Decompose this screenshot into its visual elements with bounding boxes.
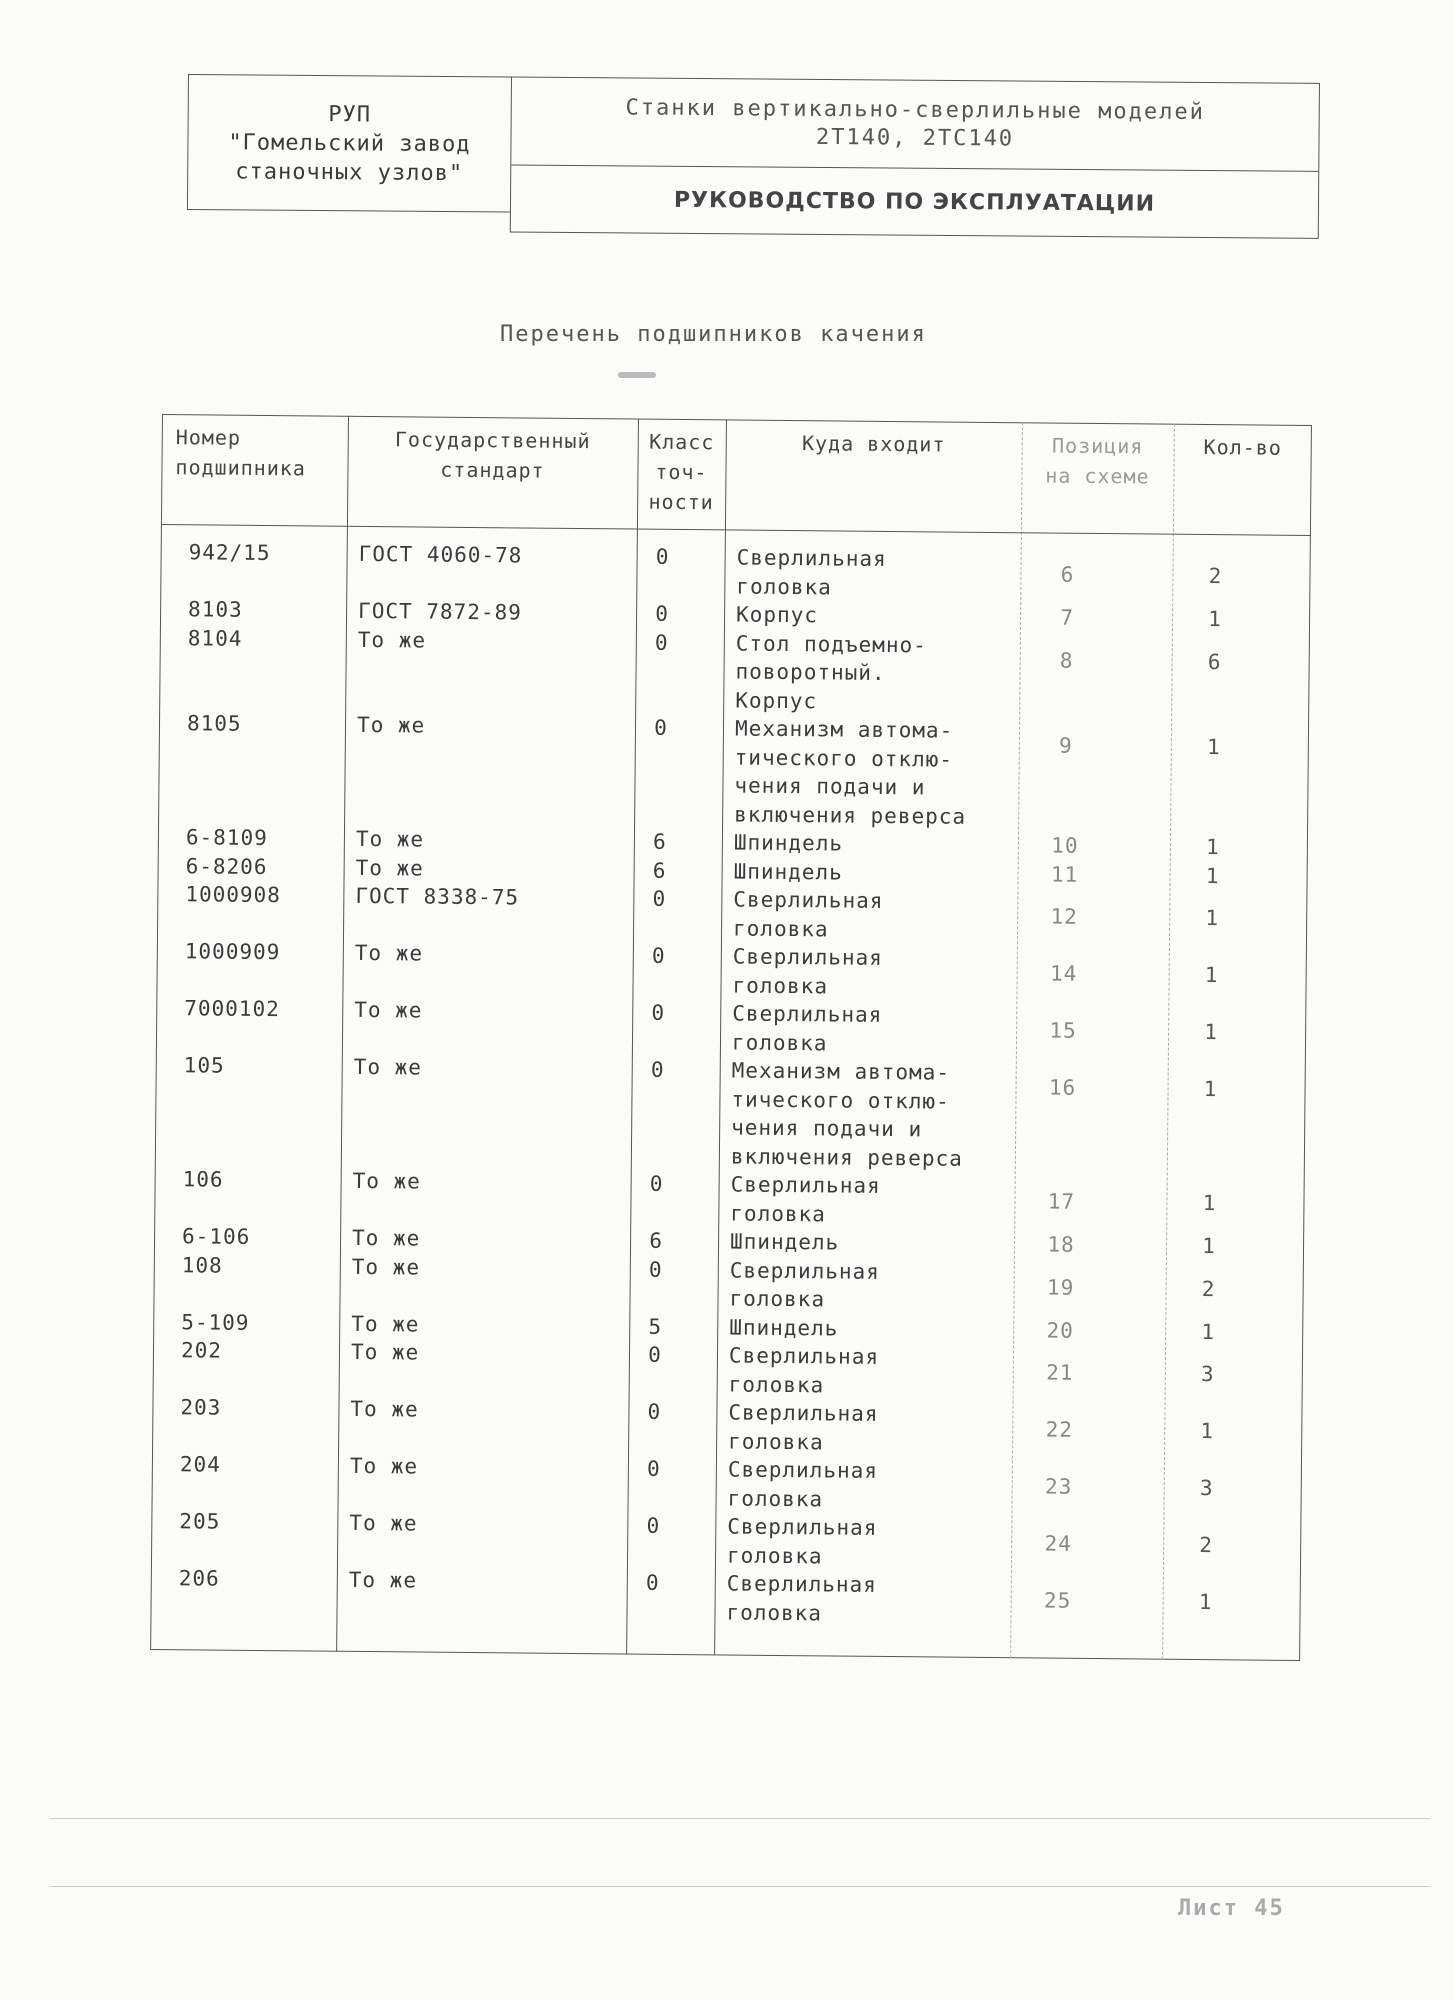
- precision-class: 0: [645, 1570, 660, 1595]
- precision-class: 5: [648, 1314, 663, 1339]
- header-standard: [347, 424, 638, 487]
- standard-cell: То же: [354, 940, 424, 966]
- scheme-position: 6: [1060, 562, 1075, 588]
- quantity: 1: [1205, 835, 1220, 860]
- organization-block: [187, 74, 511, 213]
- bearing-number: 6-8109: [185, 825, 268, 851]
- sheet-number: Лист 45: [1178, 1896, 1285, 1921]
- precision-class: 0: [652, 886, 667, 911]
- precision-class: 6: [649, 1228, 664, 1253]
- location-line: головка: [726, 1599, 823, 1625]
- org-line: станочных узлов": [235, 158, 464, 186]
- header-text: Номер: [175, 425, 242, 450]
- scheme-position: 8: [1059, 648, 1074, 673]
- quantity: 1: [1208, 607, 1223, 632]
- header-text: Класс: [649, 429, 715, 455]
- bearing-number: 108: [181, 1252, 223, 1278]
- location-line: Шпиндель: [733, 859, 843, 885]
- scheme-position: 19: [1046, 1275, 1075, 1300]
- standard-cell: То же: [357, 627, 427, 653]
- quantity: 1: [1204, 963, 1219, 988]
- standard-cell: То же: [355, 826, 425, 852]
- standard-cell: ГОСТ 4060-78: [358, 541, 523, 568]
- bearing-number: 206: [178, 1566, 220, 1591]
- header-text: точ-: [655, 459, 708, 485]
- header-position: [1021, 430, 1174, 491]
- precision-class: 0: [654, 715, 668, 740]
- location-line: Сверлильная: [728, 1400, 879, 1426]
- quantity: 1: [1202, 1191, 1217, 1216]
- location-line: Сверлильная: [726, 1571, 877, 1597]
- location-line: головка: [728, 1371, 825, 1397]
- header-class: [637, 427, 726, 518]
- location-line: поворотный.: [735, 659, 886, 685]
- scheme-position: 21: [1046, 1360, 1074, 1386]
- bearing-number: 6-8206: [185, 853, 268, 879]
- standard-cell: То же: [351, 1225, 421, 1251]
- document-header: [187, 74, 1320, 239]
- scheme-position: 15: [1049, 1018, 1077, 1044]
- org-line: "Гомельский завод: [228, 129, 471, 157]
- precision-class: 0: [655, 601, 670, 626]
- quantity: 1: [1204, 1020, 1219, 1045]
- standard-cell: То же: [356, 712, 426, 738]
- quantity: 1: [1203, 1077, 1218, 1102]
- location-line: Сверлильная: [732, 1001, 883, 1027]
- scheme-position: 20: [1046, 1318, 1075, 1343]
- location-line: Шпиндель: [733, 830, 844, 856]
- page-rule: [50, 1886, 1430, 1887]
- bearing-number: 204: [179, 1452, 221, 1477]
- header-text: на схеме: [1045, 463, 1150, 489]
- quantity: 1: [1201, 1319, 1216, 1344]
- precision-class: 0: [654, 630, 669, 655]
- location-line: Шпиндель: [729, 1229, 840, 1255]
- header-qty: [1174, 432, 1312, 463]
- location-line: головка: [726, 1542, 823, 1568]
- location-line: Сверлильная: [733, 887, 884, 913]
- precision-class: 0: [648, 1257, 663, 1282]
- standard-cell: То же: [351, 1311, 420, 1337]
- bearing-number: 6-106: [181, 1224, 251, 1249]
- precision-class: 0: [650, 1057, 665, 1082]
- location-line: Шпиндель: [729, 1314, 839, 1341]
- page-rule: [50, 1818, 1430, 1819]
- header-where: [726, 427, 1022, 460]
- quantity: 1: [1205, 863, 1220, 888]
- header-text: стандарт: [440, 457, 545, 483]
- location-line: тического отклю-: [734, 745, 954, 772]
- scheme-position: 14: [1049, 961, 1078, 987]
- location-line: головка: [731, 1030, 828, 1055]
- location-line: чения подачи и: [734, 773, 926, 800]
- quantity: 1: [1202, 1234, 1217, 1259]
- location-line: Механизм автома-: [734, 716, 954, 743]
- scheme-position: 12: [1050, 904, 1078, 930]
- standard-cell: То же: [349, 1510, 418, 1536]
- product-line: 2Т140, 2ТС140: [815, 124, 1015, 151]
- quantity: 3: [1200, 1362, 1215, 1387]
- quantity: 2: [1199, 1533, 1214, 1558]
- standard-cell: То же: [355, 855, 424, 881]
- bearing-number: 942/15: [188, 540, 271, 566]
- scheme-position: 10: [1051, 833, 1079, 858]
- precision-class: 0: [655, 544, 670, 569]
- standard-cell: То же: [350, 1339, 420, 1365]
- page-title: Перечень подшипников качения: [500, 322, 927, 347]
- scheme-position: 7: [1060, 605, 1075, 630]
- quantity: 3: [1199, 1476, 1214, 1501]
- location-line: Сверлильная: [728, 1343, 880, 1369]
- scheme-position: 25: [1043, 1588, 1072, 1614]
- quantity: 1: [1198, 1590, 1213, 1615]
- quantity: 6: [1207, 649, 1222, 674]
- header-text: подшипника: [175, 455, 307, 481]
- scheme-position: 9: [1058, 733, 1073, 759]
- header-text: Кол-во: [1203, 435, 1282, 460]
- standard-cell: ГОСТ 7872-89: [358, 598, 522, 625]
- scheme-position: 16: [1048, 1075, 1077, 1101]
- standard-cell: То же: [351, 1254, 421, 1280]
- org-line: РУП: [328, 101, 372, 127]
- location-line: Механизм автома-: [731, 1058, 951, 1085]
- product-block: [510, 77, 1320, 239]
- standard-cell: То же: [349, 1453, 419, 1479]
- bearing-number: 203: [180, 1395, 222, 1420]
- precision-class: 6: [652, 829, 667, 854]
- location-line: головка: [728, 1428, 824, 1454]
- standard-cell: То же: [354, 997, 423, 1023]
- location-line: чения подачи и: [731, 1115, 923, 1142]
- location-line: Корпус: [735, 688, 818, 713]
- bearing-number: 7000102: [184, 996, 280, 1022]
- standard-cell: ГОСТ 8338-75: [355, 883, 520, 910]
- standard-cell: То же: [348, 1567, 418, 1593]
- standard-cell: То же: [352, 1168, 421, 1194]
- bearing-number: 8104: [187, 625, 243, 651]
- scan-smudge: [618, 372, 656, 378]
- standard-cell: То же: [350, 1396, 419, 1422]
- location-line: головка: [729, 1286, 826, 1312]
- location-line: Корпус: [735, 602, 819, 628]
- location-line: включения реверса: [734, 802, 967, 829]
- precision-class: 0: [651, 943, 666, 968]
- bearing-number: 1000909: [184, 939, 281, 965]
- product-title: [511, 78, 1319, 172]
- bearing-number: 202: [180, 1338, 223, 1363]
- location-line: Сверлильная: [729, 1257, 880, 1284]
- scheme-position: 23: [1044, 1474, 1073, 1500]
- quantity: 1: [1206, 735, 1221, 760]
- scheme-position: 18: [1047, 1232, 1075, 1257]
- location-line: Сверлильная: [727, 1514, 878, 1540]
- precision-class: 0: [647, 1399, 662, 1424]
- location-line: тического отклю-: [731, 1086, 950, 1114]
- location-line: Сверлильная: [736, 545, 887, 571]
- header-text: Государственный: [394, 427, 591, 454]
- scheme-position: 22: [1045, 1417, 1074, 1443]
- location-line: Сверлильная: [732, 944, 884, 970]
- header-text: ности: [648, 489, 714, 515]
- bearings-table: [150, 414, 1312, 1665]
- location-line: головка: [732, 973, 829, 998]
- header-text: Позиция: [1051, 433, 1144, 459]
- bearing-number: 5-109: [181, 1309, 250, 1335]
- bearing-number: 205: [179, 1509, 221, 1534]
- location-line: Сверлильная: [730, 1172, 881, 1198]
- precision-class: 0: [648, 1342, 662, 1367]
- bearing-number: 8103: [188, 597, 243, 622]
- header-number: [169, 422, 352, 484]
- product-line: Станки вертикально-сверлильные моделей: [625, 94, 1205, 125]
- scheme-position: 11: [1050, 862, 1079, 887]
- quantity: 2: [1201, 1276, 1216, 1301]
- location-line: головка: [727, 1485, 824, 1511]
- document-type: РУКОВОДСТВО ПО ЭКСПЛУАТАЦИИ: [673, 187, 1156, 217]
- precision-class: 0: [651, 1000, 666, 1025]
- header-text: Куда входит: [801, 431, 946, 457]
- scheme-position: 17: [1047, 1189, 1076, 1215]
- location-line: включения реверса: [730, 1143, 963, 1171]
- scheme-position: 24: [1044, 1531, 1072, 1557]
- precision-class: 0: [646, 1513, 661, 1538]
- location-line: головка: [732, 916, 829, 941]
- bearing-number: 105: [183, 1053, 225, 1078]
- location-line: Сверлильная: [727, 1457, 879, 1483]
- precision-class: 0: [646, 1456, 661, 1481]
- quantity: 1: [1205, 906, 1220, 931]
- quantity: 1: [1200, 1419, 1215, 1444]
- bearing-number: 106: [182, 1167, 224, 1192]
- bearing-number: 8105: [186, 711, 242, 736]
- location-line: Стол подъемно-: [735, 631, 927, 657]
- precision-class: 0: [649, 1171, 664, 1196]
- location-line: головка: [730, 1200, 826, 1226]
- bearing-number: 1000908: [185, 882, 282, 908]
- precision-class: 6: [652, 858, 667, 883]
- quantity: 2: [1208, 564, 1223, 589]
- location-line: головка: [736, 574, 833, 599]
- standard-cell: То же: [353, 1054, 423, 1080]
